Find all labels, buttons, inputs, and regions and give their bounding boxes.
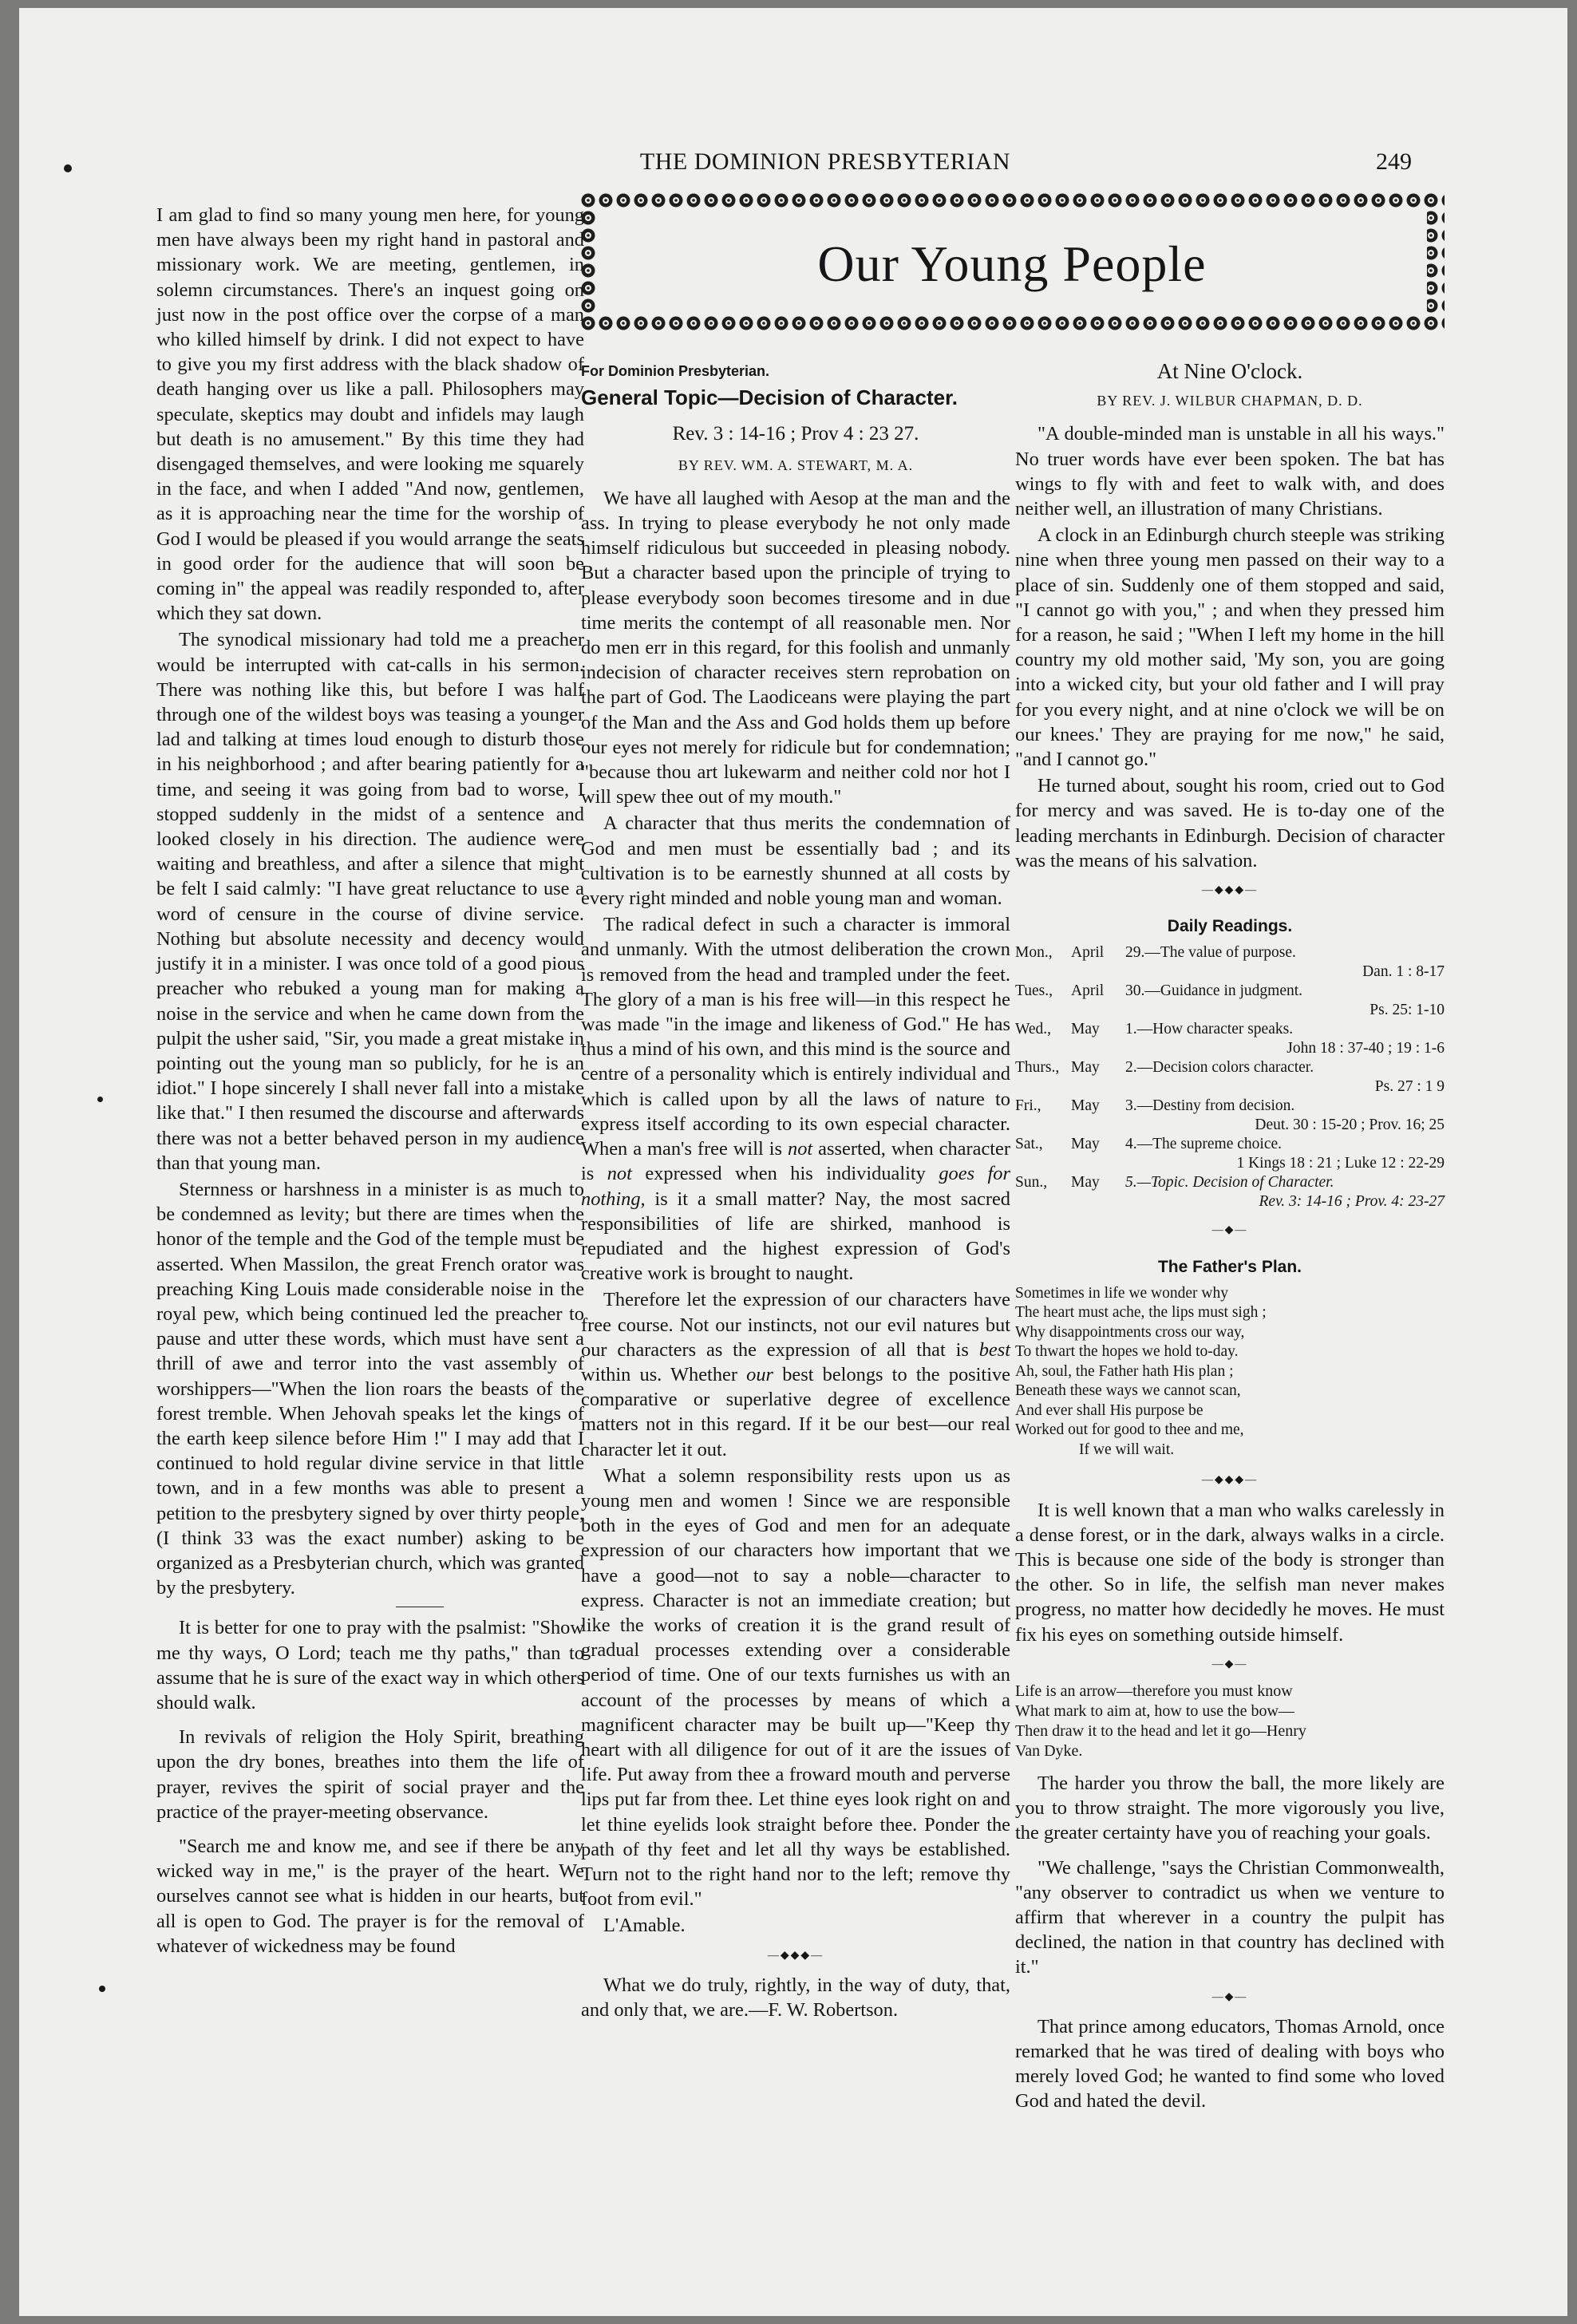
text-run: best belongs to the positive comparative or superlative degree of excellence matters not in this regard. If it be our best—our real character let it out. (581, 1363, 1011, 1460)
reading-day: Sat., (1015, 1136, 1043, 1153)
reading-day: Sun., (1015, 1174, 1048, 1192)
ornament-divider: —◆— (1211, 1224, 1248, 1237)
reading-day: Thurs., (1015, 1059, 1060, 1077)
reading-row (1015, 982, 1445, 1020)
poem (1015, 1284, 1445, 1460)
reading-reference: John 18 : 37-40 ; 19 : 1-6 (1286, 1040, 1445, 1057)
col3-paragraph: That prince among educators, Thomas Arnold, once remarked that he was tired of dealing with boys who merely loved God; he wanted to find some who loved God and hated the devil. (1015, 2015, 1445, 2113)
col1-paragraph: I am glad to find so many young men here, for young men have always been my right hand in pastoral and missionary work. We are meeting, gentlemen, in solemn circumstances. There's an inquest going on just now in the post office over the corpse of a man who killed himself by drink. I did not expect to have to give you my first address with the black shadow of death hanging over us like a pall. Philosophers may speculate, skeptics may doubt and infidels may laugh but death is no amusement." By this time they had disengaged themselves, and were looking me squarely in the face, and when I added "And now, gentlemen, as it is approaching near the time for the worship of God I would be pleased if you would arrange the seats in good order for the audience that will soon be coming in" the appeal was readily responded to, after which they sat down. (156, 204, 584, 625)
col1-paragraph: Sternness or harshness in a minister is as much to be condemned as levity; but there are times when the honor of the temple and the God of the temple must be asserted. When Massilon, the great French orator was preaching King Louis made considerable noise in the royal pew, which being continued led the preacher to pause and utter these words, which must have sent a thrill of awe and terror into the vast assembly of worshippers—"When the lion roars the beasts of the forest tremble. When Jehovah speaks let the kings of the earth keep silence before Him !" I may add that I continued to hold regular divine service in that little town, and in a few months was able to present a petition to the presbytery signed by over thirty people, (I think 33 was the exact number) asking to be organized as a Presbyterian church, which was granted by the presbytery. (156, 1178, 584, 1599)
column-middle (581, 348, 1010, 2024)
italic-run: goes for nothing, (581, 1163, 1010, 1210)
reading-row (1015, 1097, 1445, 1135)
reading-day: Tues., (1015, 982, 1053, 1000)
quote-line: Life is an arrow—therefore you must know (1015, 1682, 1293, 1700)
text-run: expressed when his individuality (631, 1163, 939, 1185)
banner-title: Our Young People (817, 235, 1207, 292)
col3-paragraph: The harder you throw the ball, the more likely are you to throw straight. The more vigorously you live, the greater certainty have you of reaching your goals. (1015, 1773, 1445, 1844)
reading-day: Mon., (1015, 944, 1053, 962)
col3-paragraph: A clock in an Edinburgh church steeple was striking nine when three young men passed on their way to a place of sin. Suddenly one of them stopped and said, "I cannot go with you," ; and when they pressed him for a reason, he said ; "When I left my home in the hill country my old mother said, 'My son, you are going into a wicked city, but your old father and I will pray for you every night, and at nine o'clock we will be on our knees.' They are praying for me now," he said, "and I cannot go." (1015, 524, 1445, 771)
fathers-plan-heading: The Father's Plan. (1157, 1257, 1302, 1276)
col1-paragraph: It is better for one to pray with the psalmist: "Show me thy ways, O Lord; teach me thy paths," than to assume that he is sure of the exact way in which others should walk. (156, 1617, 584, 1713)
col3-paragraph: "A double-minded man is unstable in all his ways." No truer words have ever been spoken. The bat has wings to fly with and feet to walk with, and does neither well, an illustration of many Christians. (1015, 423, 1445, 520)
quote-line: Van Dyke. (1015, 1742, 1083, 1760)
col2-closing-quote: What we do truly, rightly, in the way of duty, that, and only that, we are.—F. W. Robertson. (581, 1974, 1010, 2021)
general-topic-heading: General Topic—Decision of Character. (581, 385, 958, 410)
reading-text: 3.—Destiny from decision. (1125, 1097, 1295, 1115)
signature: L'Amable. (603, 1915, 686, 1937)
poem-line: And ever shall His purpose be (1015, 1401, 1204, 1419)
col1-paragraph: In revivals of religion the Holy Spirit, breathing upon the dry bones, breathes into them the life of prayer, revives the spirit of social prayer and the practice of the prayer-meeting observance. (156, 1726, 584, 1823)
reading-month: April (1071, 944, 1105, 962)
page-number: 249 (1376, 148, 1412, 175)
quote-line: Then draw it to the head and let it go—Henry (1015, 1722, 1306, 1740)
italic-run: our (746, 1363, 774, 1385)
col1-paragraph: "Search me and know me, and see if there be any wicked way in me," is the prayer of the heart. We ourselves cannot see what is hidden in our hearts, but all is open to God. The prayer is for the removal of whatever of wickedness may be found (156, 1836, 584, 1957)
reading-day: Wed., (1015, 1021, 1051, 1038)
column-left (156, 203, 584, 1960)
text-run: Therefore let the expression of our characters have free course. Not our instincts, not our evil natures but our characters as the expression of all that is (581, 1289, 1010, 1361)
quote-line: What mark to aim at, how to use the bow— (1015, 1702, 1294, 1720)
reading-row (1015, 1020, 1445, 1058)
ornament-divider: —◆◆◆— (767, 1949, 824, 1962)
page-mark-dot (64, 164, 72, 172)
reading-reference: Rev. 3: 14-16 ; Prov. 4: 23-27 (1259, 1193, 1445, 1211)
col2-paragraph (581, 912, 1010, 1286)
poem-line: Ah, soul, the Father hath His plan ; (1015, 1362, 1234, 1380)
text-run: within us. Whether (581, 1363, 747, 1385)
text-run: The radical defect in such a character is immoral and unmanly. With the utmost deliberation the crown is removed from the head and trampled under the feet. The glory of a man is his free will—in this respect he was made "in the image and likeness of God." He has thus a mind of his own, and this mind is the source and centre of a personality which is entirely individual and which is called upon by all the laws of nature to express itself according to its own especial character. When a man's free will is (581, 914, 1010, 1160)
reading-row (1015, 1173, 1445, 1211)
italic-run: not (788, 1138, 813, 1160)
reading-reference: Ps. 27 : 1 9 (1374, 1078, 1445, 1096)
poem-line: Beneath these ways we cannot scan, (1015, 1382, 1241, 1400)
col3-paragraph: It is well known that a man who walks carelessly in a dense forest, or in the dark, always walks in a circle. This is because one side of the body is stronger than the other. So in life, the selfish man never makes progress, no matter how decidedly he moves. He must fix his eyes on something outside himself. (1015, 1499, 1445, 1646)
newspaper-page (19, 8, 1567, 2316)
col2-paragraph: A character that thus merits the condemnation of God and men must be essentially bad ; and its cultivation is to be earnestly shunned at all costs by every right minded and noble young man and woman. (581, 812, 1010, 910)
article-title: At Nine O'clock. (1156, 359, 1303, 383)
reading-text: 2.—Decision colors character. (1125, 1059, 1314, 1077)
reading-month: May (1071, 1174, 1100, 1192)
byline: BY REV. J. WILBUR CHAPMAN, D. D. (1097, 393, 1363, 409)
reading-day: Fri., (1015, 1097, 1041, 1115)
reading-month: May (1071, 1097, 1100, 1115)
arrow-quote (1015, 1682, 1445, 1761)
section-banner (579, 192, 1445, 334)
ornament-divider: —◆— (1211, 1990, 1248, 2003)
reading-row (1015, 1058, 1445, 1097)
reading-text: 30.—Guidance in judgment. (1125, 982, 1303, 1000)
col2-paragraph: We have all laughed with Aesop at the man and the ass. In trying to please everybody he not only made himself ridiculous but succeeded in pleasing nobody. But a character based upon the principle of trying to please everybody soon becomes tiresome and in due time merits the contempt of all reasonable men. Nor do men err in this regard, for this foolish and unmanly indecision of character receives stern reprobation on the part of God. The Laodiceans were playing the part of the Man and the Ass and God holds them up before our eyes not merely for ridicule but for condemnation; "because thou art lukewarm and neither cold nor hot I will spew thee out of my mouth." (581, 487, 1010, 808)
reading-row (1015, 1135, 1445, 1173)
reading-text: 1.—How character speaks. (1125, 1021, 1294, 1038)
col3-paragraph: "We challenge, "says the Christian Commonwealth, "any observer to contradict us when we venture to affirm that wherever in a country the pulpit has declined, the nation in that country has declined with it." (1015, 1856, 1445, 1978)
poem-line: To thwart the hopes we hold to-day. (1015, 1343, 1239, 1361)
reading-reference: Dan. 1 : 8-17 (1362, 963, 1445, 981)
italic-run: best (978, 1338, 1010, 1361)
reading-month: May (1071, 1021, 1100, 1038)
reading-row (1015, 943, 1445, 982)
page-mark-dot (97, 1097, 103, 1102)
poem-line: Worked out for good to thee and me, (1015, 1421, 1244, 1439)
text-run: asserted, when character is (581, 1138, 1010, 1185)
italic-run: not (607, 1163, 632, 1185)
poem-line: The heart must ache, the lips must sigh ; (1015, 1304, 1267, 1322)
reading-text: 5.—Topic. Decision of Character. (1125, 1174, 1334, 1192)
reading-month: April (1071, 982, 1105, 1000)
page-mark-dot (99, 1986, 105, 1992)
for-line: For Dominion Presbyterian. (581, 363, 770, 379)
reading-reference: 1 Kings 18 : 21 ; Luke 12 : 22-29 (1236, 1155, 1445, 1172)
col2-paragraph (581, 1287, 1010, 1461)
reading-text: 29.—The value of purpose. (1125, 944, 1296, 962)
daily-readings-list (1015, 943, 1445, 1211)
running-head: THE DOMINION PRESBYTERIAN (639, 148, 1011, 175)
ornament-divider: —◆◆◆— (1201, 1474, 1259, 1487)
ornament-divider: —◆— (1211, 1658, 1248, 1670)
poem-line: If we will wait. (1079, 1441, 1175, 1458)
col3-paragraph: He turned about, sought his room, cried out to God for mercy and was saved. He is to-day one of the leading merchants in Edinburgh. Decision of character was the means of his salvation. (1015, 775, 1445, 872)
column-right (1015, 348, 1445, 2116)
ornament-divider: —◆◆◆— (1201, 884, 1259, 897)
reading-month: May (1071, 1059, 1100, 1077)
scripture-reference: Rev. 3 : 14-16 ; Prov 4 : 23 27. (672, 423, 919, 445)
col2-paragraph: What a solemn responsibility rests upon us as young men and women ! Since we are responsible both in the eyes of God and men for an adequate expression of our characters how important that we have a good—not to say a noble—character to express. Character is not an immediate creation; but like the works of creation it is the grand result of gradual processes extending over a considerable period of time. One of our texts furnishes us with an account of the processes by means of which a magnificent character may be built up—"Keep thy heart with all diligence for out of it are the issues of life. Put away from thee a froward mouth and perverse lips put far from thee. Let thine eyes look right on and let thine eyelids look straight before thee. Ponder the path of thy feet and let all thy ways be established. Turn not to the right hand nor to the left; remove thy foot from evil." (581, 1464, 1010, 1911)
poem-line: Why disappointments cross our way, (1015, 1323, 1245, 1341)
reading-month: May (1071, 1136, 1100, 1153)
reading-text: 4.—The supreme choice. (1125, 1136, 1283, 1153)
daily-readings-heading: Daily Readings. (1167, 917, 1293, 936)
text-run: is it a small matter? Nay, the most sacred responsibilities of life are shirked, manhood is repudiated and the highest expression of God's creative work is brought to naught. (581, 1188, 1010, 1285)
byline: BY REV. WM. A. STEWART, M. A. (678, 457, 914, 473)
reading-reference: Ps. 25: 1-10 (1370, 1002, 1445, 1019)
reading-reference: Deut. 30 : 15-20 ; Prov. 16; 25 (1255, 1117, 1445, 1134)
col1-paragraph: The synodical missionary had told me a preacher would be interrupted with cat-calls in his sermon. There was nothing like this, but before I was half through one of the wildest boys was teasing a younger lad and talking at times loud enough to disturb those in his neighborhood ; and after bearing patiently for a time, and seeing it was going from bad to worse, I stopped suddenly in the midst of a sentence and looked closely in his direction. The audience were waiting and breathless, and after a silence that might be felt I said calmly: "I have great reluctance to use a word of censure in the course of divine service. Nothing but absolute necessity and decency would justify it in a minister. I was once told of a good pious preacher who rebuked a young man for making a noise in the service and when he came down from the pulpit the usher said, "Sir, you made a great mistake in pointing out the young man so publicly, for he is an idiot." I hope sincerely I shall never fall into a mistake like that." I then resumed the discourse and afterwards there was not a better behaved person in my audience than that young man. (156, 629, 584, 1174)
poem-line: Sometimes in life we wonder why (1015, 1284, 1228, 1302)
